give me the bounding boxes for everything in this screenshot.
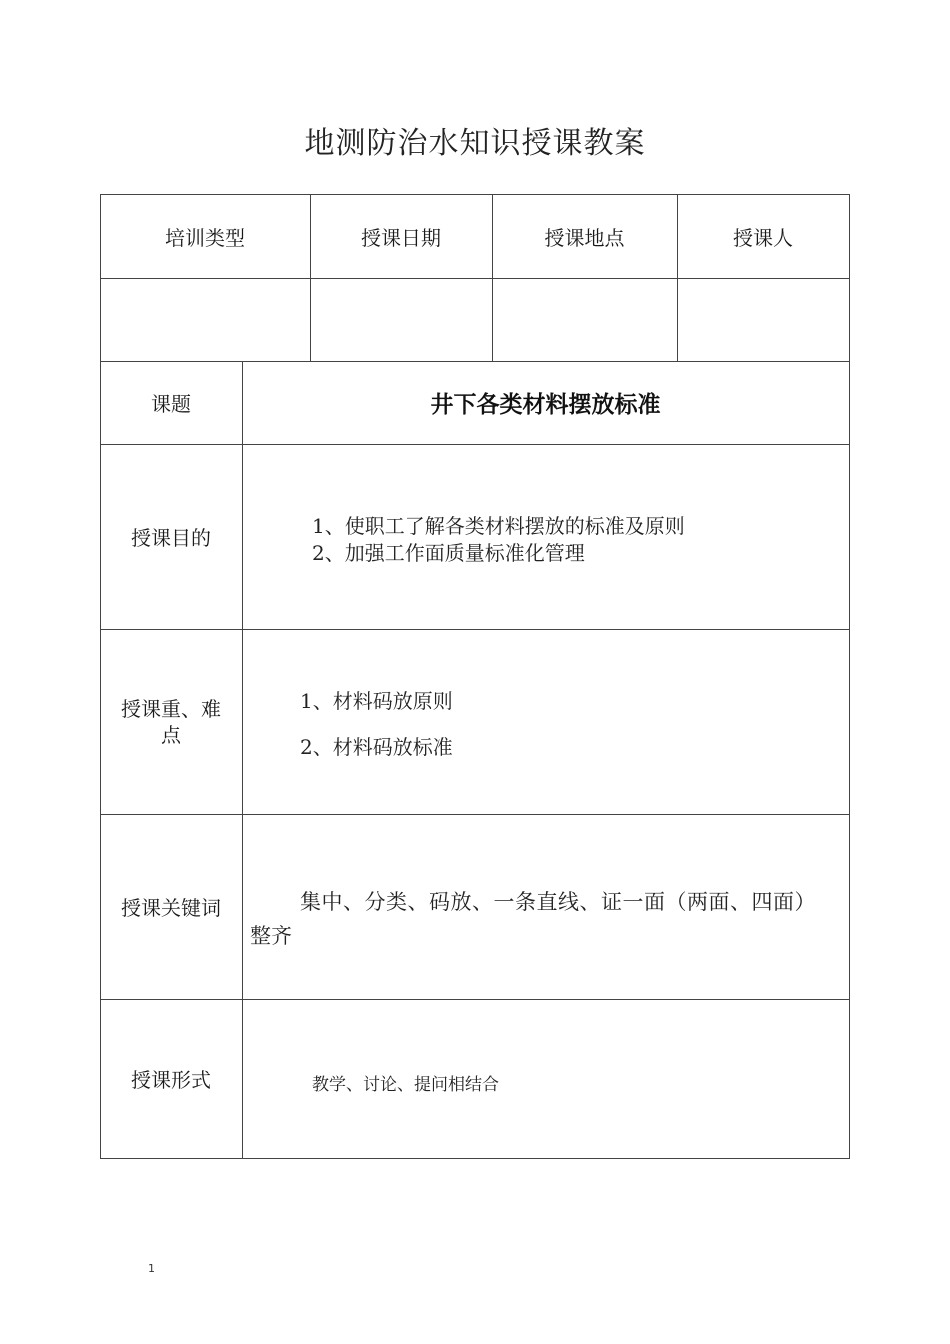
key-point-item: 1、材料码放原则: [300, 689, 453, 713]
keywords-line: 集中、分类、码放、一条直线、证一面（两面、四面）: [300, 890, 816, 914]
lecturer-value-cell[interactable]: [677, 278, 849, 361]
form-label: 授课形式: [131, 1068, 211, 1092]
page-number: 1: [148, 1262, 155, 1275]
keywords-label: 授课关键词: [121, 896, 221, 920]
header-training-type: 培训类型: [165, 225, 245, 250]
keywords-line: 整齐: [250, 924, 292, 948]
key-points-label: [100, 629, 242, 814]
location-value-cell[interactable]: [492, 278, 677, 361]
purpose-content: [312, 513, 685, 567]
date-value-cell[interactable]: [310, 278, 492, 361]
document-title: 地测防治水知识授课教案: [304, 126, 646, 161]
purpose-item: 1、使职工了解各类材料摆放的标准及原则: [312, 514, 685, 538]
key-points-label-line2: 点: [161, 722, 181, 747]
keywords-content: [250, 876, 816, 962]
form-value: 教学、讨论、提问相结合: [312, 1075, 499, 1095]
header-lecturer: 授课人: [733, 225, 793, 250]
key-point-item: 2、材料码放标准: [300, 735, 453, 759]
topic-label: 课题: [151, 392, 191, 416]
key-points-content: [300, 688, 453, 760]
purpose-item: 2、加强工作面质量标准化管理: [312, 541, 585, 565]
column-divider: [242, 361, 243, 1159]
key-points-label-line1: 授课重、难: [121, 696, 221, 721]
table-border-right: [849, 194, 850, 1159]
purpose-label: 授课目的: [131, 526, 211, 550]
header-location: 授课地点: [544, 225, 625, 250]
training-type-value-cell[interactable]: [100, 278, 310, 361]
topic-value: 井下各类材料摆放标准: [430, 392, 661, 418]
header-date: 授课日期: [361, 225, 441, 250]
table-border-bottom: [100, 1158, 850, 1159]
